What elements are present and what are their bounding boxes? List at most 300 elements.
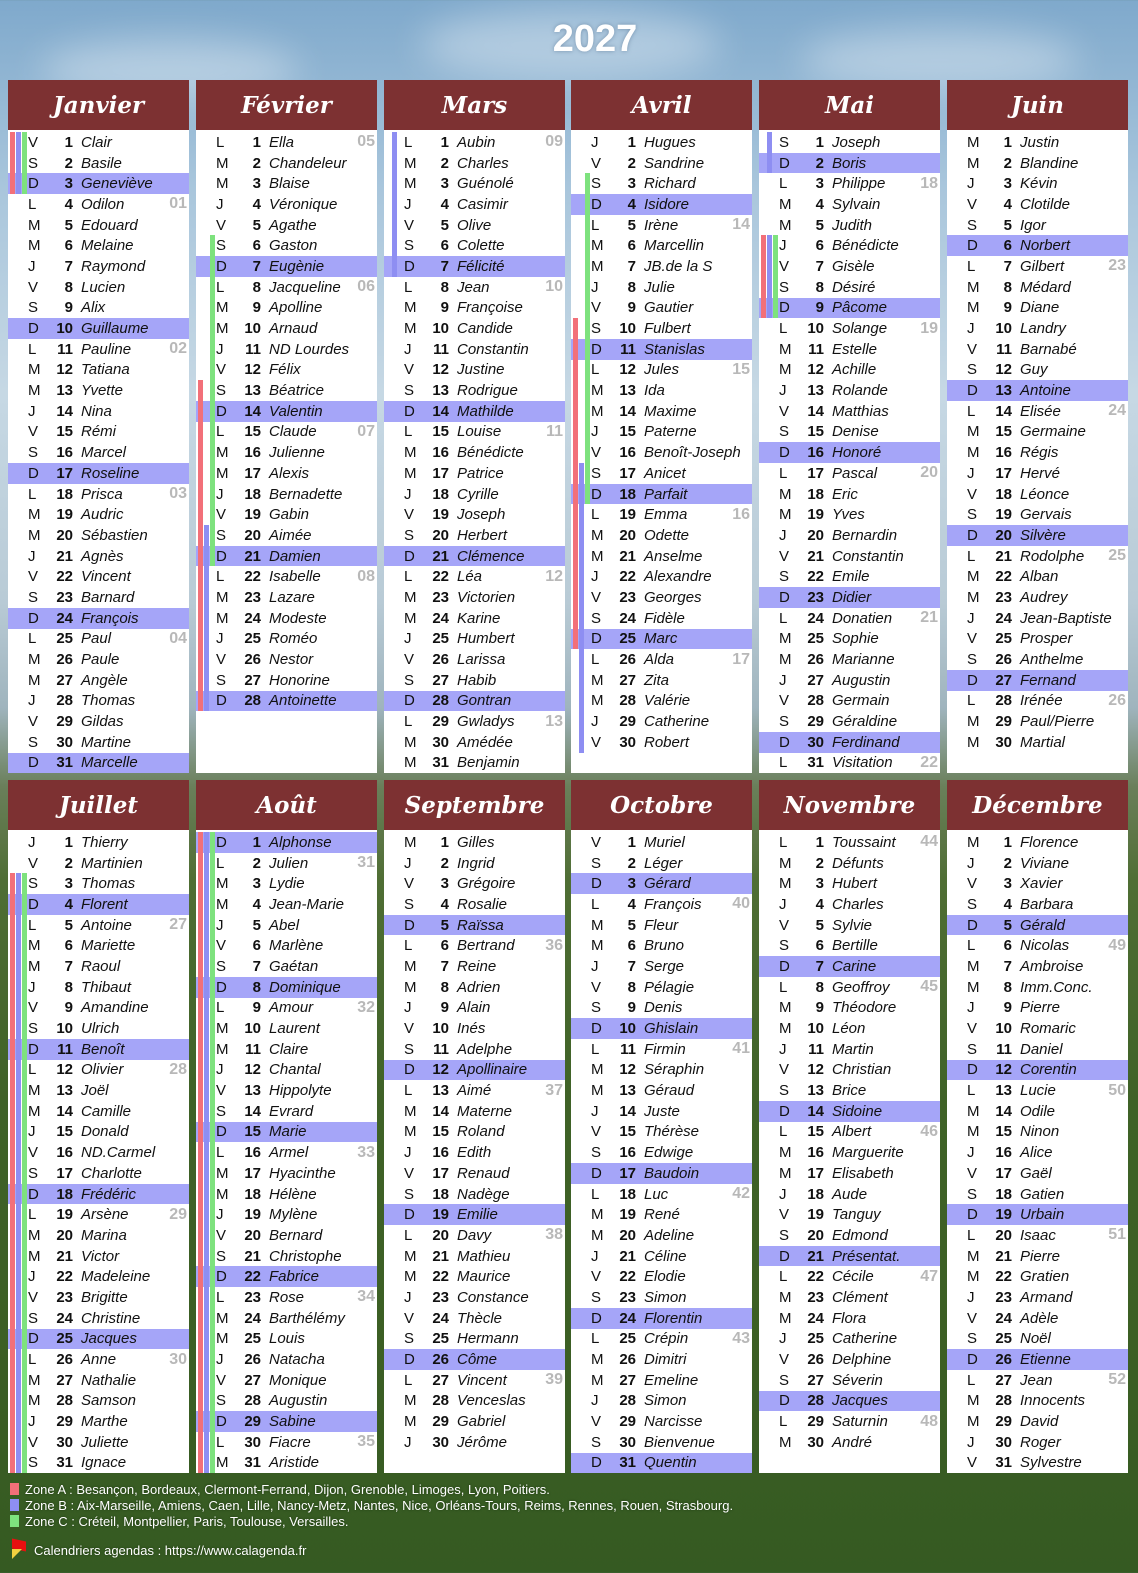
zone-b-holiday-bar — [392, 153, 397, 174]
sunday-row — [8, 753, 189, 774]
day-number: 6 — [440, 237, 449, 255]
day-of-week: M — [591, 402, 604, 420]
day-of-week: L — [967, 692, 976, 710]
month-title: Août — [196, 780, 377, 830]
day-number: 12 — [56, 1061, 73, 1079]
saint-name: Honorine — [269, 671, 330, 689]
day-of-week: M — [779, 875, 792, 893]
day-number: 11 — [245, 340, 261, 358]
sunday-row — [759, 587, 940, 608]
day-row — [571, 1204, 752, 1225]
zone-a-holiday-bar — [198, 853, 203, 874]
day-row — [571, 1432, 752, 1453]
zone-a-holiday-bar — [573, 504, 578, 525]
saint-name: Larissa — [457, 651, 506, 669]
day-of-week: J — [404, 630, 412, 648]
day-of-week: D — [28, 464, 39, 482]
day-of-week: V — [967, 875, 978, 893]
saint-name: Catherine — [832, 1330, 898, 1348]
day-number: 6 — [252, 237, 261, 255]
day-number: 9 — [252, 999, 261, 1017]
zone-a-holiday-bar — [573, 318, 578, 339]
day-number: 30 — [807, 1433, 824, 1451]
day-of-week: L — [591, 651, 600, 669]
saint-name: Grégoire — [457, 875, 516, 893]
day-row — [8, 873, 189, 894]
week-number: 19 — [920, 319, 938, 337]
day-row — [196, 649, 377, 670]
day-number: 27 — [807, 1371, 824, 1389]
day-of-week: J — [779, 671, 787, 689]
day-number: 19 — [56, 506, 73, 524]
day-of-week: D — [591, 340, 602, 358]
day-number: 17 — [432, 464, 449, 482]
sunday-row — [196, 546, 377, 567]
day-row — [196, 894, 377, 915]
day-number: 17 — [807, 464, 824, 482]
zone-b-holiday-bar — [204, 894, 209, 915]
day-number: 4 — [627, 195, 636, 213]
day-of-week: D — [28, 895, 39, 913]
saint-name: Casimir — [457, 195, 508, 213]
day-row — [384, 894, 565, 915]
day-row — [196, 132, 377, 153]
zone-c-holiday-bar — [210, 853, 215, 874]
zone-a-holiday-bar — [198, 1329, 203, 1350]
day-of-week: M — [216, 1164, 229, 1182]
zone-b-holiday-bar — [579, 566, 584, 587]
day-number: 18 — [432, 485, 449, 503]
saint-name: Germaine — [1020, 423, 1086, 441]
day-of-week: D — [404, 1351, 415, 1369]
saint-name: Adèle — [1020, 1309, 1059, 1327]
footer-link-text[interactable]: Calendriers agendas : https://www.calagenda.fr — [34, 1542, 307, 1558]
day-of-week: D — [779, 1392, 790, 1410]
zone-a-holiday-bar — [573, 339, 578, 360]
week-number: 51 — [1108, 1226, 1126, 1244]
day-of-week: M — [216, 154, 229, 172]
day-row — [759, 256, 940, 277]
day-row — [196, 935, 377, 956]
saint-name: Bernard — [269, 1226, 323, 1244]
day-number: 30 — [56, 1433, 73, 1451]
day-number: 14 — [619, 402, 636, 420]
day-of-week: S — [591, 1144, 602, 1162]
day-number: 18 — [619, 1185, 636, 1203]
saint-name: Diane — [1020, 299, 1060, 317]
day-row — [384, 1411, 565, 1432]
zone-c-holiday-bar — [585, 401, 590, 422]
week-number: 33 — [357, 1143, 375, 1161]
day-number: 27 — [244, 671, 261, 689]
saint-name: Yvette — [81, 382, 123, 400]
day-number: 21 — [432, 1247, 449, 1265]
day-of-week: V — [404, 651, 415, 669]
day-of-week: L — [216, 999, 225, 1017]
day-number: 14 — [244, 1102, 261, 1120]
day-number: 12 — [432, 1061, 449, 1079]
sunday-row — [8, 608, 189, 629]
day-of-week: J — [404, 1433, 412, 1451]
day-of-week: L — [404, 1226, 413, 1244]
month-1 — [196, 80, 377, 773]
day-of-week: V — [779, 1351, 790, 1369]
saint-name: Gilbert — [1020, 257, 1065, 275]
day-row — [196, 1370, 377, 1391]
day-number: 6 — [1003, 237, 1012, 255]
zone-c-holiday-bar — [210, 1266, 215, 1287]
day-number: 25 — [619, 630, 636, 648]
saint-name: Florence — [1020, 833, 1079, 851]
zone-a-holiday-bar — [198, 1142, 203, 1163]
sunday-row — [947, 525, 1128, 546]
day-of-week: M — [216, 1330, 229, 1348]
sunday-row — [759, 732, 940, 753]
sunday-row — [384, 256, 565, 277]
saint-name: Renaud — [457, 1164, 510, 1182]
day-row — [571, 132, 752, 153]
day-number: 16 — [56, 444, 73, 462]
day-number: 12 — [995, 361, 1012, 379]
zone-b-holiday-bar — [204, 873, 209, 894]
day-row — [8, 1101, 189, 1122]
day-row — [947, 935, 1128, 956]
day-row — [196, 608, 377, 629]
zone-c-holiday-bar — [210, 977, 215, 998]
saint-name: Julien — [269, 854, 309, 872]
day-row — [8, 215, 189, 236]
day-number: 7 — [815, 957, 824, 975]
day-row — [8, 380, 189, 401]
day-number: 14 — [995, 1102, 1012, 1120]
saint-name: Gwladys — [457, 713, 515, 731]
day-of-week: M — [779, 1309, 792, 1327]
zone-c-holiday-bar — [210, 463, 215, 484]
zone-a-holiday-bar — [198, 1432, 203, 1453]
day-number: 15 — [995, 1123, 1012, 1141]
saint-name: Dimitri — [644, 1351, 687, 1369]
day-of-week: J — [779, 382, 787, 400]
day-row — [947, 587, 1128, 608]
day-of-week: M — [591, 1226, 604, 1244]
day-of-week: D — [779, 588, 790, 606]
day-of-week: S — [967, 1330, 978, 1348]
saint-name: Gaston — [269, 237, 318, 255]
saint-name: Claude — [269, 423, 317, 441]
zone-a-holiday-bar — [573, 546, 578, 567]
day-row — [947, 608, 1128, 629]
day-number: 4 — [815, 195, 824, 213]
saint-name: Bernadette — [269, 485, 343, 503]
sunday-row — [196, 1266, 377, 1287]
day-row — [8, 1370, 189, 1391]
week-number: 01 — [169, 195, 187, 213]
day-number: 26 — [56, 651, 73, 669]
saint-name: Evrard — [269, 1102, 314, 1120]
day-row — [196, 422, 377, 443]
zone-a-holiday-bar — [10, 1018, 15, 1039]
day-of-week: L — [779, 609, 788, 627]
day-row — [759, 915, 940, 936]
day-of-week: V — [779, 1061, 790, 1079]
day-row — [8, 1391, 189, 1412]
saint-name: Damien — [269, 547, 321, 565]
day-number: 19 — [807, 1206, 824, 1224]
day-row — [196, 504, 377, 525]
day-row — [196, 566, 377, 587]
day-row — [196, 484, 377, 505]
zone-c-holiday-bar — [22, 998, 27, 1019]
day-number: 14 — [56, 1102, 73, 1120]
zone-b-holiday-bar — [204, 546, 209, 567]
day-of-week: S — [967, 361, 978, 379]
day-row — [8, 977, 189, 998]
day-row — [8, 732, 189, 753]
day-number: 19 — [244, 1206, 261, 1224]
zone-c-holiday-bar — [210, 525, 215, 546]
day-number: 13 — [807, 382, 824, 400]
day-number: 16 — [619, 444, 636, 462]
saint-name: Véronique — [269, 195, 338, 213]
zone-a-holiday-bar — [198, 525, 203, 546]
saint-name: Angèle — [81, 671, 128, 689]
day-of-week: J — [779, 1185, 787, 1203]
week-number: 35 — [357, 1433, 375, 1451]
saint-name: Armand — [1020, 1288, 1073, 1306]
day-number: 31 — [56, 754, 73, 772]
saint-name: Fidèle — [644, 609, 685, 627]
day-number: 7 — [252, 257, 261, 275]
day-of-week: S — [404, 237, 415, 255]
saint-name: Richard — [644, 175, 696, 193]
saint-name: Corentin — [1020, 1061, 1077, 1079]
day-of-week: D — [216, 978, 227, 996]
day-row — [571, 1060, 752, 1081]
day-row — [947, 298, 1128, 319]
day-number: 10 — [807, 1020, 824, 1038]
saint-name: François — [644, 895, 702, 913]
day-of-week: V — [591, 588, 602, 606]
sunday-row — [947, 670, 1128, 691]
day-of-week: M — [216, 175, 229, 193]
day-of-week: V — [779, 547, 790, 565]
day-number: 16 — [995, 1144, 1012, 1162]
day-of-week: J — [967, 854, 975, 872]
saint-name: Léon — [832, 1020, 866, 1038]
zone-c-holiday-bar — [210, 832, 215, 853]
zone-b-holiday-bar — [204, 977, 209, 998]
day-of-week: M — [216, 464, 229, 482]
zone-a-holiday-bar — [198, 1163, 203, 1184]
saint-name: Barthélémy — [269, 1309, 345, 1327]
saint-name: Sylvie — [832, 916, 873, 934]
day-of-week: M — [28, 1247, 41, 1265]
day-of-week: M — [216, 320, 229, 338]
day-of-week: V — [591, 978, 602, 996]
zone-b-holiday-bar — [16, 956, 21, 977]
saint-name: Gervais — [1020, 506, 1072, 524]
day-number: 5 — [252, 216, 261, 234]
zone-a-holiday-bar — [10, 1142, 15, 1163]
zone-c-holiday-bar — [22, 1266, 27, 1287]
day-number: 3 — [627, 175, 636, 193]
day-row — [759, 853, 940, 874]
saint-name: Blaise — [269, 175, 310, 193]
saint-name: Aristide — [269, 1454, 320, 1472]
saint-name: Amour — [269, 999, 314, 1017]
saint-name: Côme — [457, 1351, 498, 1369]
week-number: 47 — [920, 1267, 938, 1285]
day-number: 15 — [807, 1123, 824, 1141]
day-row — [947, 132, 1128, 153]
zone-a-holiday-bar — [198, 422, 203, 443]
day-of-week: M — [779, 854, 792, 872]
zone-b-holiday-bar — [204, 1287, 209, 1308]
day-row — [947, 1329, 1128, 1350]
day-row — [384, 1266, 565, 1287]
zone-b-holiday-bar — [204, 1432, 209, 1453]
day-row — [759, 1184, 940, 1205]
day-number: 5 — [627, 916, 636, 934]
day-of-week: J — [216, 630, 224, 648]
day-of-week: M — [967, 978, 980, 996]
day-number: 12 — [807, 1061, 824, 1079]
day-number: 28 — [56, 692, 73, 710]
day-number: 18 — [244, 1185, 261, 1203]
day-number: 11 — [996, 340, 1012, 358]
day-of-week: S — [404, 1185, 415, 1203]
day-row — [8, 649, 189, 670]
day-row — [384, 853, 565, 874]
day-row — [196, 215, 377, 236]
sunday-row — [196, 691, 377, 712]
zone-c-holiday-bar — [22, 153, 27, 174]
month-title: Février — [196, 80, 377, 130]
saint-name: Désiré — [832, 278, 876, 296]
zone-b-holiday-bar — [16, 1246, 21, 1267]
day-number: 1 — [64, 133, 73, 151]
day-row — [759, 1142, 940, 1163]
day-of-week: L — [779, 754, 788, 772]
day-of-week: V — [28, 1288, 39, 1306]
day-number: 22 — [244, 1268, 261, 1286]
day-row — [571, 998, 752, 1019]
day-number: 30 — [619, 1433, 636, 1451]
zone-a-holiday-bar — [573, 566, 578, 587]
zone-b-holiday-bar — [579, 649, 584, 670]
day-row — [384, 504, 565, 525]
legend-zone-c — [10, 1513, 733, 1529]
saint-name: Jean-Marie — [269, 895, 345, 913]
saint-name: Firmin — [644, 1040, 686, 1058]
calagenda-flag-logo-icon — [12, 1540, 26, 1560]
day-number: 24 — [995, 609, 1012, 627]
saint-name: Eric — [832, 485, 858, 503]
day-of-week: S — [967, 895, 978, 913]
day-of-week: V — [404, 1020, 415, 1038]
footer-credit[interactable] — [12, 1540, 306, 1560]
saint-name: Justin — [1020, 133, 1060, 151]
saint-name: Roger — [1020, 1433, 1061, 1451]
sunday-row — [571, 1018, 752, 1039]
day-number: 26 — [56, 1351, 73, 1369]
saint-name: Marie — [269, 1123, 307, 1141]
day-number: 12 — [995, 1061, 1012, 1079]
saint-name: Antoinette — [269, 692, 337, 710]
zone-c-holiday-bar — [210, 1204, 215, 1225]
day-of-week: J — [216, 195, 224, 213]
zone-a-holiday-bar — [10, 1287, 15, 1308]
zone-c-holiday-bar — [22, 1391, 27, 1412]
saint-name: Bénédicte — [457, 444, 524, 462]
saint-name: Estelle — [832, 340, 878, 358]
saint-name: Benoît-Joseph — [644, 444, 741, 462]
sunday-row — [759, 1246, 940, 1267]
zone-b-holiday-bar — [579, 484, 584, 505]
day-number: 17 — [807, 1164, 824, 1182]
sunday-row — [759, 1391, 940, 1412]
day-of-week: S — [591, 175, 602, 193]
zone-b-holiday-bar — [16, 1060, 21, 1081]
day-of-week: L — [779, 175, 788, 193]
day-of-week: J — [779, 526, 787, 544]
day-of-week: D — [28, 320, 39, 338]
day-of-week: J — [779, 1330, 787, 1348]
day-number: 23 — [432, 1288, 449, 1306]
day-row — [571, 1080, 752, 1101]
day-row — [384, 649, 565, 670]
day-row — [571, 732, 752, 753]
day-of-week: L — [404, 1371, 413, 1389]
day-of-week: M — [967, 833, 980, 851]
day-of-week: D — [591, 485, 602, 503]
zone-a-holiday-bar — [10, 1370, 15, 1391]
saint-name: Tatiana — [81, 361, 130, 379]
saint-name: Mylène — [269, 1206, 318, 1224]
day-number: 21 — [619, 547, 636, 565]
day-number: 12 — [619, 361, 636, 379]
day-number: 16 — [432, 444, 449, 462]
day-row — [384, 525, 565, 546]
day-number: 5 — [440, 916, 449, 934]
day-number: 7 — [1003, 257, 1012, 275]
day-number: 30 — [619, 733, 636, 751]
day-number: 24 — [807, 609, 824, 627]
day-number: 17 — [619, 1164, 636, 1182]
saint-name: Maxime — [644, 402, 697, 420]
zone-c-holiday-bar — [22, 873, 27, 894]
day-row — [384, 935, 565, 956]
saint-name: Guillaume — [81, 320, 149, 338]
zone-a-holiday-bar — [10, 173, 15, 194]
day-row — [947, 339, 1128, 360]
week-number: 15 — [732, 360, 750, 378]
day-number: 20 — [995, 1226, 1012, 1244]
day-row — [384, 360, 565, 381]
day-list — [571, 130, 752, 753]
day-number: 25 — [995, 630, 1012, 648]
day-number: 28 — [432, 1392, 449, 1410]
day-of-week: M — [216, 299, 229, 317]
day-of-week: M — [967, 1102, 980, 1120]
day-of-week: S — [28, 1309, 39, 1327]
day-row — [8, 1349, 189, 1370]
zone-b-holiday-bar — [204, 1060, 209, 1081]
day-number: 12 — [807, 361, 824, 379]
zone-c-holiday-bar — [210, 504, 215, 525]
day-row — [759, 504, 940, 525]
month-title: Juillet — [8, 780, 189, 830]
